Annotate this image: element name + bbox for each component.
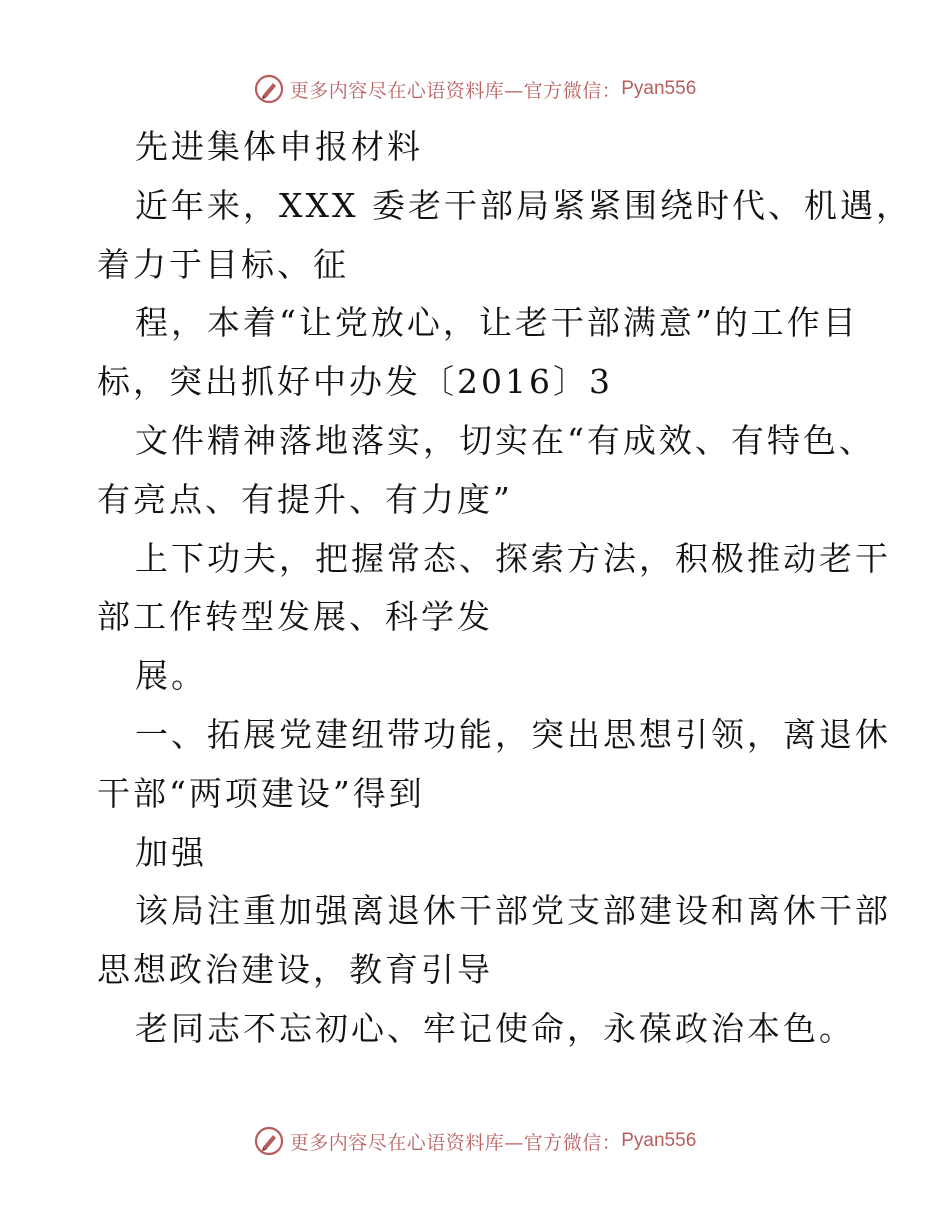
watermark-text: 更多内容尽在心语资料库—官方微信： <box>289 79 622 102</box>
section-heading: 一、拓展党建纽带功能，突出思想引领，离退休 <box>135 714 891 754</box>
document-body <box>97 118 912 1059</box>
watermark-text: 更多内容尽在心语资料库—官方微信： <box>289 1131 622 1154</box>
text-line: 文件精神落地落实，切实在“有成效、有特色、 <box>135 420 875 460</box>
section-heading-continued: 加强 <box>135 832 207 872</box>
text-line: 上下功夫，把握常态、探索方法，积极推动老干 <box>135 538 891 578</box>
text-line: 该局注重加强离退休干部党支部建设和离休干部 <box>135 891 891 931</box>
text-line: 着力于目标、征 <box>97 244 349 284</box>
pen-logo-icon <box>254 1126 284 1156</box>
text-line: 标，突出抓好中办发〔2016〕3 <box>97 362 613 402</box>
watermark-id: Pyan556 <box>621 1130 697 1151</box>
text-line: 部工作转型发展、科学发 <box>97 597 493 637</box>
footer-watermark <box>0 1124 950 1158</box>
text-line: 老同志不忘初心、牢记使命，永葆政治本色。 <box>135 1008 855 1048</box>
header-watermark <box>0 72 950 106</box>
watermark-id: Pyan556 <box>621 78 697 99</box>
text-line: 程，本着“让党放心，让老干部满意”的工作目 <box>135 303 859 343</box>
document-title: 先进集体申报材料 <box>135 127 423 166</box>
text-line: 思想政治建设，教育引导 <box>97 950 493 990</box>
text-line: 展。 <box>135 656 207 696</box>
text-line: 有亮点、有提升、有力度” <box>97 479 513 519</box>
text-line: 近年来，XXX 委老干部局紧紧围绕时代、机遇， <box>135 185 912 225</box>
pen-logo-icon <box>254 74 284 104</box>
section-heading-continued: 干部“两项建设”得到 <box>97 773 425 813</box>
